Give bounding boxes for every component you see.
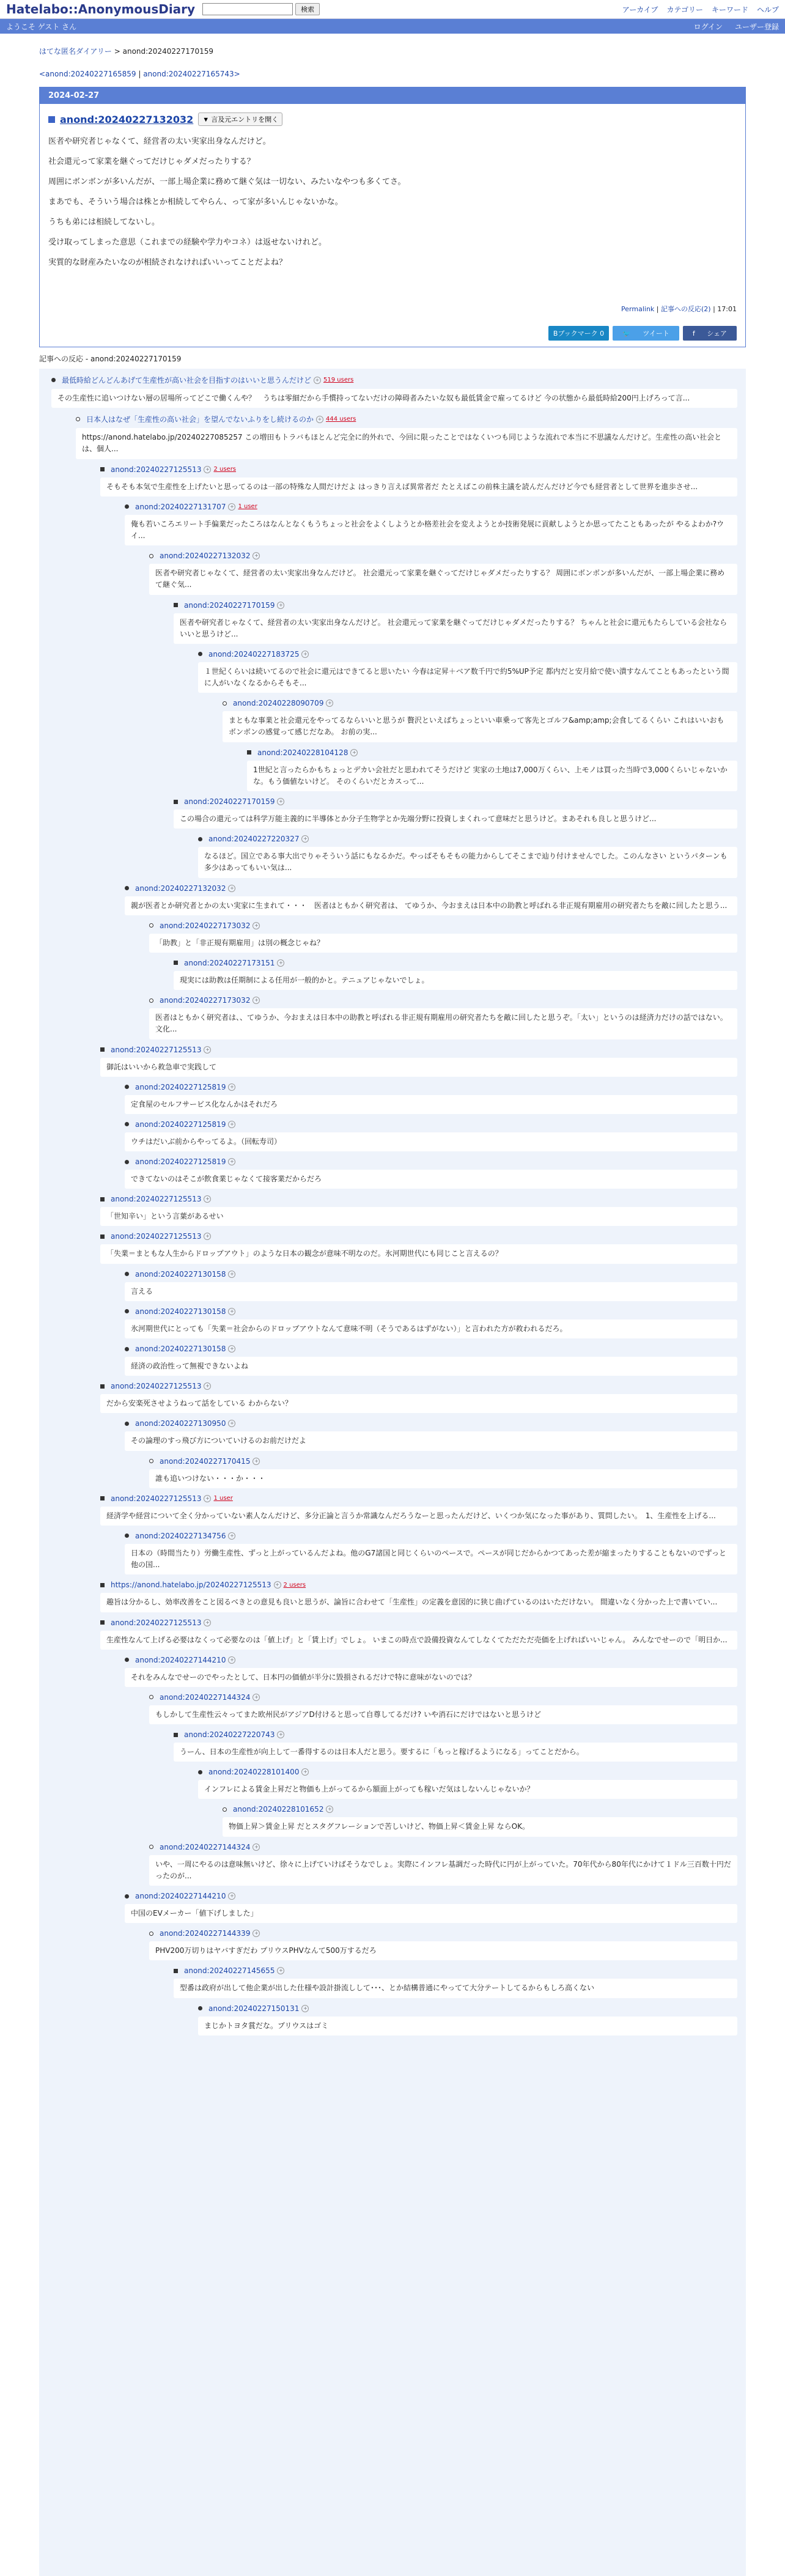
bookmark-count[interactable]: 444 users	[326, 416, 356, 423]
reaction-item	[149, 552, 746, 594]
bullet-icon	[76, 417, 80, 421]
bullet-icon	[174, 1969, 178, 1973]
reaction-item	[149, 996, 746, 1039]
expand-icon[interactable]: +	[252, 997, 260, 1004]
bullet-icon	[174, 961, 178, 965]
reaction-link[interactable]: anond:20240227125819	[135, 1082, 226, 1091]
reaction-item	[198, 835, 746, 877]
reaction-link[interactable]: anond:20240227170415	[160, 1456, 251, 1466]
reaction-item	[198, 1768, 746, 1799]
reaction-excerpt: だから安楽死させようねって話をしている わからない？	[100, 1394, 737, 1413]
entry-footer: Permalink | 記事への反応(2) | 17:01	[621, 305, 737, 313]
bullet-icon	[125, 886, 129, 890]
reaction-link[interactable]: anond:20240227150131	[208, 2004, 300, 2013]
tweet-label: ツイート	[643, 330, 669, 338]
reaction-item	[125, 884, 746, 915]
entry-paragraph: 周囲にボンボンが多いんだが、一部上場企業に務めて継ぐ気は一切ない、みたいなやつも多くてさ。	[48, 177, 406, 186]
reaction-item	[174, 1730, 746, 1762]
bookmark-count[interactable]: 519 users	[323, 377, 354, 383]
bookmark-button[interactable]: Bブックマーク 0	[548, 326, 609, 341]
reaction-item	[100, 1581, 746, 1612]
reaction-excerpt: この場合の還元っては科学万能主義的に半導体とか分子生物学とか先端分野に投資しまくれって意味だと思うけど。まあそれも良しと思うけど...	[174, 810, 737, 829]
reaction-item	[223, 699, 746, 742]
bullet-icon	[100, 467, 105, 471]
entry-date: 2024-02-27	[40, 87, 745, 104]
reaction-link[interactable]: anond:20240227144339	[160, 1929, 251, 1938]
bullet-icon	[223, 1807, 227, 1812]
reaction-link[interactable]: anond:20240227220327	[208, 835, 300, 844]
bullet-icon	[100, 1197, 105, 1201]
reaction-excerpt: 物価上昇＞賃金上昇 だとスタグフレーションで苦しいけど、物価上昇＜賃金上昇 ならOK。	[223, 1817, 737, 1836]
entry-paragraph: まあでも、そういう場合は株とか相続してやらん、って家が多いんじゃないかな。	[48, 197, 343, 207]
bullet-icon	[100, 1234, 105, 1239]
expand-source-button[interactable]: ▼ 言及元エントリを開く	[198, 113, 282, 126]
reaction-excerpt: １世紀くらいは続いてるので社会に還元はできてると思いたい 今春は定昇＋ベア数千円で約5%UP予定 都内だと安月給で使い潰すなんてこともあったという間に人がいなくなるからそもそ...	[198, 662, 737, 693]
bullet-icon	[125, 1658, 129, 1662]
reaction-link[interactable]: anond:20240227125513	[111, 1195, 202, 1204]
entry-title[interactable]: anond:20240227132032	[60, 113, 194, 125]
reaction-excerpt: インフレによる賃金上昇だと物価も上がってるから額面上がっても稼いだ気はしないんじゃないか？	[198, 1780, 737, 1799]
expand-icon[interactable]: +	[252, 1843, 260, 1851]
reaction-link[interactable]: anond:20240228101652	[233, 1805, 324, 1814]
reaction-item	[174, 797, 746, 829]
expand-icon[interactable]: +	[228, 885, 235, 892]
expand-icon[interactable]: +	[301, 651, 309, 658]
entry-paragraph: 社会還元って家業を継ぐってだけじゃダメだったりする？	[48, 157, 255, 166]
keyword-link[interactable]: キーワード	[711, 5, 748, 14]
expand-icon[interactable]: +	[252, 1694, 260, 1701]
bullet-icon	[125, 1272, 129, 1276]
reaction-excerpt: 中国のEVメーカー「値下げしました」	[125, 1904, 737, 1923]
reaction-excerpt: 「助教」と「非正規有期雇用」は別の概念じゃね？	[149, 934, 737, 953]
reaction-link[interactable]: anond:20240227132032	[160, 552, 251, 561]
reaction-item	[100, 465, 746, 496]
reaction-excerpt: 医者や研究者じゃなくて、経営者の太い実家出身なんだけど。 社会還元って家業を継ぐってだけじゃダメだったりする？ ちゃんと社会に還元もたらしている会社ならいいと思うけど...	[174, 613, 737, 644]
twitter-icon: 🐦	[622, 330, 633, 338]
bullet-icon	[149, 923, 153, 928]
bookmark-count[interactable]: 2 users	[283, 1581, 306, 1589]
reaction-link[interactable]: 日本人はなぜ「生産性の高い社会」を望んでないふりをし続けるのか	[86, 415, 314, 424]
expand-icon[interactable]: +	[350, 749, 358, 756]
reaction-link[interactable]: anond:20240227170159	[184, 600, 275, 610]
reaction-excerpt: もしかして生産性云々ってまた欧州民がアジアD付けると思って自尊してるだけ? いや消石にだけではないと思うけど	[149, 1705, 737, 1724]
entry	[39, 87, 746, 347]
top-links	[622, 4, 779, 15]
bookmark-count[interactable]: 2 users	[213, 466, 237, 473]
bookmark-count[interactable]: 1 user	[238, 503, 257, 511]
reaction-item	[174, 1966, 746, 1998]
reaction-excerpt: まともな事業と社会還元をやってるならいいと思うが 贅沢といえばちょっといい車乗って客先とゴルフ&amp;amp;会食してるくらい これはいいおもボンボンの感覚って感じだなあ。 お前の実...	[223, 711, 737, 742]
expand-icon[interactable]: +	[228, 1121, 235, 1128]
reaction-excerpt: 経済の政治性って無視できないよね	[125, 1357, 737, 1376]
bullet-icon	[51, 378, 56, 382]
reaction-excerpt: 言える	[125, 1282, 737, 1301]
bullet-icon	[174, 1733, 178, 1737]
expand-icon[interactable]: +	[228, 1420, 235, 1427]
reaction-link[interactable]: anond:20240228090709	[233, 699, 324, 708]
expand-icon[interactable]: +	[252, 922, 260, 929]
breadcrumb-home[interactable]: はてな匿名ダイアリー	[39, 47, 112, 56]
expand-icon[interactable]: +	[228, 1158, 235, 1165]
reaction-excerpt: 趣旨は分かるし、効率改善をこと図るべきとの意見も良いと思うが、論旨に合わせて「生産性」の定義を意図的に狭じ曲げているのはいただけない。 間違いなく分かった上で書いてい...	[100, 1593, 737, 1612]
bullet-icon	[100, 1620, 105, 1625]
search-input[interactable]	[202, 3, 293, 15]
reaction-excerpt: まじかトヨタ賞だな。プリウスはゴミ	[198, 2017, 737, 2035]
bullet-icon	[149, 998, 153, 1003]
reaction-link[interactable]: anond:20240227130158	[135, 1269, 226, 1279]
expand-icon[interactable]: +	[204, 1382, 211, 1390]
reaction-item	[125, 1157, 746, 1189]
bullet-icon	[223, 701, 227, 706]
reaction-link[interactable]: anond:20240228101400	[208, 1768, 300, 1777]
reaction-item	[125, 1083, 746, 1114]
bullet-icon	[125, 1160, 129, 1164]
expand-icon[interactable]: +	[204, 1233, 211, 1240]
bullet-icon	[174, 603, 178, 607]
expand-icon[interactable]: +	[301, 2005, 309, 2012]
expand-icon[interactable]: +	[277, 798, 284, 805]
entry-paragraph: 実質的な財産みたいなのが相続されなければいいってことだよね？	[48, 258, 287, 267]
breadcrumb-current: anond:20240227170159	[122, 47, 214, 56]
expand-icon[interactable]: +	[301, 1768, 309, 1776]
reaction-link[interactable]: anond:20240227144210	[135, 1892, 226, 1900]
expand-icon[interactable]: +	[228, 1271, 235, 1278]
reaction-link[interactable]: anond:20240227145655	[184, 1966, 275, 1976]
bullet-icon	[149, 1459, 153, 1463]
reaction-link[interactable]: anond:20240227220743	[184, 1730, 275, 1740]
reaction-excerpt: その生産性に追いつけない層の居場所ってどこで働くんや？ うちは零細だから手慣持ってないだけの障碍者みたいな奴も最低賃金で雇ってるけど 今の状態から最低時給200円上げろって言...	[51, 389, 737, 408]
bullet-icon	[149, 1845, 153, 1849]
reaction-excerpt: 型番は政府が出して他企業が出した仕様や設計掛流しして･･･、とか結構普通にやってて大分テートしてるからもしろ高くない	[174, 1979, 737, 1998]
reaction-link[interactable]: anond:20240227125513	[111, 1494, 202, 1503]
reaction-item	[198, 2004, 746, 2035]
reaction-excerpt: 定食屋のセルフサービス化なんかはそれだろ	[125, 1095, 737, 1114]
reaction-item	[125, 503, 746, 545]
expand-icon[interactable]: +	[277, 1731, 284, 1738]
prev-entry-link[interactable]: <anond:20240227165859	[39, 70, 136, 78]
expand-icon[interactable]: +	[228, 1083, 235, 1091]
reaction-link[interactable]: anond:20240227125513	[111, 465, 202, 474]
bullet-icon	[125, 1309, 129, 1313]
expand-icon[interactable]: +	[228, 1308, 235, 1315]
reaction-excerpt: その論理のすっ飛び方についていけるのお前だけだよ	[125, 1431, 737, 1450]
bullet-icon	[100, 1496, 105, 1500]
entry-paragraph: 受け取ってしまった意思（これまでの経験や学力やコネ）は返せないけれど。	[48, 238, 327, 247]
bullet-icon	[125, 1085, 129, 1089]
reaction-link[interactable]: anond:20240227183725	[208, 649, 300, 659]
reactions-link[interactable]: 記事への反応(2)	[661, 305, 711, 313]
reaction-excerpt: 「失業＝まともな人生からドロップアウト」のような日本の観念が意味不明なのだ。氷河期世代にも同じこと言えるの？	[100, 1244, 737, 1263]
bullet-icon	[125, 1122, 129, 1126]
reaction-link[interactable]: anond:20240227125513	[111, 1382, 202, 1391]
share-label: シェア	[707, 330, 727, 338]
expand-icon[interactable]: +	[228, 503, 235, 511]
expand-icon[interactable]: +	[228, 1345, 235, 1353]
reaction-link[interactable]: anond:20240227173032	[160, 996, 251, 1005]
entry-paragraph: うちも弟には相続してないし。	[48, 218, 160, 227]
expand-icon[interactable]: +	[204, 466, 211, 473]
reaction-link[interactable]: anond:20240227131707	[135, 502, 226, 511]
bullet-icon	[100, 1047, 105, 1052]
bullet-icon	[149, 1932, 153, 1936]
expand-icon[interactable]: +	[252, 1458, 260, 1465]
reaction-link[interactable]: anond:20240227173032	[160, 921, 251, 930]
permalink[interactable]: Permalink	[621, 305, 655, 313]
expand-icon[interactable]: +	[228, 1532, 235, 1540]
reactions-heading: 記事への反応 - anond:20240227170159	[39, 355, 182, 363]
reaction-excerpt: 医者はともかく研究者は、、てゆうか、今おまえは日本中の助教と呼ばれる非正規有期雇用の研究者たちを敵に回したと思うぞ。「太い」というのは経済力だけの話ではない。文化...	[149, 1008, 737, 1039]
welcome-text: ようこそ ゲスト さん	[6, 22, 77, 31]
reaction-excerpt: 親が医者とか研究者とかの太い実家に生まれて・・・ 医者はともかく研究者は、 てゆうか、今おまえは日本中の助教と呼ばれる非正規有期雇用の研究者たちを敵に回したと思う...	[125, 896, 737, 915]
reaction-link[interactable]: anond:20240227125819	[135, 1157, 226, 1167]
reaction-excerpt: 生産性なんて上げる必要はなくって必要なのは「値上げ」と「賃上げ」でしょ。 いまこの時点で設備投資なんてしなくてただただ売価を上げればいいじゃん。 みんなでせーので「明日か...	[100, 1631, 737, 1650]
reaction-excerpt: PHV200万切りはヤバすぎだわ プリウスPHVなんて500万するだろ	[149, 1941, 737, 1960]
reaction-item	[125, 1345, 746, 1376]
bullet-icon	[149, 1695, 153, 1699]
reaction-item	[100, 1382, 746, 1413]
reaction-excerpt: うーん、日本の生産性が向上して一番得するのは日本人だと思う。要するに「もっと稼げるようになる」ってことだから。	[174, 1743, 737, 1762]
expand-icon[interactable]: +	[316, 416, 323, 423]
reaction-link[interactable]: anond:20240227144324	[160, 1842, 251, 1851]
reaction-item	[125, 1120, 746, 1151]
reaction-excerpt: できてないのはそこが飲食業じゃなくて接客業だからだろ	[125, 1170, 737, 1189]
reaction-excerpt: 御託はいいから救急車で実践して	[100, 1058, 737, 1077]
archive-link[interactable]: アーカイブ	[622, 5, 658, 14]
reaction-excerpt: なるほど。国立である事大出でりゃそういう話にもなるかだ。やっぱそもそもの能力からしてそこまで辿り付けませんでした。このんなさい というパターンも多少はあってもいい気は...	[198, 847, 737, 877]
reaction-link[interactable]: anond:20240227125513	[111, 1045, 202, 1054]
user-bar	[0, 19, 785, 34]
bullet-icon	[174, 800, 178, 804]
reaction-excerpt: 医者や研究者じゃなくて、経営者の太い実家出身なんだけど。 社会還元って家業を継ぐってだけじゃダメだったりする？ 周囲にボンボンが多いんだが、一部上場企業に務めて継ぐ気...	[149, 564, 737, 594]
expand-icon[interactable]: +	[301, 835, 309, 843]
reaction-excerpt: 日本の（時間当たり）労働生産性、ずっと上がっているんだよね。他のG7諸国と同じくらいのペースで。ペースが同じだからかつてあった差が縮まったりすることもないのでずっと他の国...	[125, 1544, 737, 1574]
expand-icon[interactable]: +	[274, 1581, 281, 1589]
expand-icon[interactable]: +	[204, 1046, 211, 1054]
reaction-excerpt: 経済学や経営について全く分かっていない素人なんだけど、多分正論と言うか常識なんだろうなーと思ったんだけど、いくつか気になった事があり、質問したい。 1、生産性を上げる...	[100, 1507, 737, 1526]
reaction-link[interactable]: anond:20240227125819	[135, 1120, 226, 1129]
reaction-excerpt: 氷河期世代にとっても「失業＝社会からのドロップアウトなんて意味不明（そうであるはずがない）」と言われた方が救われるだろ。	[125, 1319, 737, 1338]
reaction-link[interactable]: anond:20240227170159	[184, 797, 275, 806]
reaction-link[interactable]: anond:20240227134756	[135, 1531, 226, 1540]
expand-icon[interactable]: +	[204, 1495, 211, 1502]
bullet-icon	[125, 1533, 129, 1538]
reaction-item	[100, 1195, 746, 1226]
reaction-item	[149, 1843, 746, 1886]
reaction-item	[198, 650, 746, 693]
facebook-icon: f	[692, 330, 698, 338]
pager: <anond:20240227165859 | anond:20240227165743>	[39, 70, 240, 78]
reaction-link[interactable]: anond:20240227130158	[135, 1345, 226, 1353]
reaction-link[interactable]: anond:20240227125513	[111, 1232, 202, 1241]
site-header	[0, 0, 785, 19]
bullet-icon	[100, 1583, 105, 1587]
expand-icon[interactable]: +	[228, 1892, 235, 1900]
register-link[interactable]: ユーザー登録	[734, 22, 779, 31]
reaction-item	[51, 375, 746, 408]
expand-icon[interactable]: +	[228, 1656, 235, 1664]
bullet-icon	[247, 750, 251, 755]
reaction-item	[149, 1457, 746, 1488]
reaction-excerpt: 現実には助教は任期制による任用が一般的かと。テニュアじゃないでしょ。	[174, 971, 737, 990]
entry-time: 17:01	[717, 305, 737, 313]
reaction-excerpt: https://anond.hatelabo.jp/20240227085257 この増田もトラバもほとんど完全に的外れで、今回に限ったことではなくいつも同じような流れで本当に不思議なんだけど。生産性の高い社会とは、個人...	[76, 428, 737, 459]
reaction-item	[125, 1307, 746, 1338]
expand-icon[interactable]: +	[204, 1619, 211, 1626]
reaction-link[interactable]: anond:20240227144210	[135, 1655, 226, 1664]
next-entry-link[interactable]: anond:20240227165743>	[143, 70, 240, 78]
bullet-icon	[198, 2006, 202, 2010]
facebook-share-button[interactable]	[683, 326, 737, 341]
reaction-item	[149, 1929, 746, 1960]
login-link[interactable]: ログイン	[693, 22, 723, 31]
category-link[interactable]: カテゴリー	[666, 5, 703, 14]
bullet-icon	[149, 554, 153, 558]
main-content	[0, 34, 785, 2576]
entry-paragraph: 医者や研究者じゃなくて、経営者の太い実家出身なんだけど。	[48, 137, 271, 146]
bullet-icon	[100, 1384, 105, 1389]
search-button[interactable]: 検索	[295, 3, 320, 15]
reaction-link[interactable]: anond:20240227173151	[184, 958, 275, 967]
breadcrumb: はてな匿名ダイアリー > anond:20240227170159	[39, 47, 214, 56]
bullet-icon	[125, 1894, 129, 1899]
reaction-item	[100, 1232, 746, 1263]
expand-icon[interactable]: +	[277, 602, 284, 609]
reaction-link[interactable]: anond:20240227125513	[111, 1618, 202, 1627]
reaction-tree	[39, 369, 746, 2576]
reaction-item	[125, 1532, 746, 1574]
reaction-item	[174, 601, 746, 644]
bullet-icon	[198, 652, 202, 656]
reaction-item	[125, 1270, 746, 1301]
bullet-icon	[198, 1770, 202, 1774]
square-icon	[48, 116, 55, 123]
bullet-icon	[125, 1347, 129, 1351]
reaction-item	[223, 1805, 746, 1836]
reaction-item	[125, 1419, 746, 1450]
reaction-excerpt: それをみんなでせーのでやったとして、日本円の価値が半分に毀損されるだけで特に意味がないのでは？	[125, 1668, 737, 1687]
reaction-link[interactable]: 最低時給どんどんあげて生産性が高い社会を目指すのはいいと思うんだけど	[62, 376, 312, 385]
entry-text	[48, 135, 737, 267]
help-link[interactable]: ヘルプ	[756, 5, 779, 14]
reaction-excerpt: いや、一周にやるのは意味無いけど、徐々に上げていけばそうなでしょ。実際にインフレ基調だった時代に円が上がっていた。70年代から80年代にかけて１ドル三百数十円だったのが...	[149, 1855, 737, 1886]
reaction-excerpt: そもそも本気で生産性を上げたいと思ってるのは一部の特殊な人間だけだよ はっきり言えば異常者だ たとえばこの前株主議を読んだんだけど今でも経営者として世界を進歩させ...	[100, 478, 737, 496]
reaction-item	[100, 1618, 746, 1650]
reaction-link[interactable]: anond:20240227144324	[160, 1692, 251, 1702]
expand-icon[interactable]: +	[204, 1195, 211, 1203]
reaction-link[interactable]: anond:20240227130950	[135, 1419, 226, 1428]
reaction-item	[149, 1693, 746, 1724]
expand-icon[interactable]: +	[326, 1806, 333, 1813]
reaction-link[interactable]: anond:20240228104128	[257, 748, 348, 757]
tweet-button[interactable]	[613, 326, 679, 341]
reaction-item	[125, 1656, 746, 1687]
reaction-excerpt: ウチはだいぶ前からやってるよ。（回転寿司）	[125, 1132, 737, 1151]
expand-icon[interactable]: +	[314, 377, 321, 384]
expand-icon[interactable]: +	[326, 699, 333, 707]
reaction-item	[100, 1494, 746, 1526]
bullet-icon	[125, 504, 129, 509]
expand-icon[interactable]: +	[252, 552, 260, 559]
expand-icon[interactable]: +	[277, 959, 284, 967]
reaction-item	[174, 959, 746, 990]
reaction-excerpt: 俺も若いころエリート手偏業だったころはなんとなくもうちょっと社会をよくしようとか格差社会を変えようとか技術発展に貢献しようとか思ってたこともあったが やるよわか?ウイ...	[125, 515, 737, 545]
share-buttons	[48, 326, 737, 341]
reaction-item	[125, 1892, 746, 1923]
bullet-icon	[198, 837, 202, 841]
site-logo[interactable]: Hatelabo::AnonymousDiary	[6, 2, 196, 17]
expand-icon[interactable]: +	[252, 1930, 260, 1937]
bullet-icon	[125, 1422, 129, 1426]
reaction-item	[100, 1046, 746, 1077]
bookmark-count[interactable]: 1 user	[213, 1495, 233, 1502]
reaction-item	[247, 748, 746, 791]
reaction-excerpt: 「世知辛い」という言葉があるせい	[100, 1207, 737, 1226]
reaction-item	[149, 921, 746, 953]
expand-icon[interactable]: +	[277, 1967, 284, 1974]
reaction-link[interactable]: anond:20240227132032	[135, 884, 226, 893]
reaction-excerpt: 1世紀と言ったらかもちょっとデカい会社だと思われてそうだけど 実家の土地は7,000万くらい、上モノは買った当時で3,000くらいじゃないかな。もう価値ないけど。 そのくらいだとカスって...	[247, 761, 737, 791]
reaction-link[interactable]: https://anond.hatelabo.jp/20240227125513	[111, 1581, 271, 1590]
expand-source-label: 言及元エントリを開く	[211, 116, 279, 124]
reaction-item	[76, 414, 746, 459]
reaction-link[interactable]: anond:20240227130158	[135, 1307, 226, 1316]
reaction-excerpt: 誰も追いつけない・・・か・・・	[149, 1469, 737, 1488]
